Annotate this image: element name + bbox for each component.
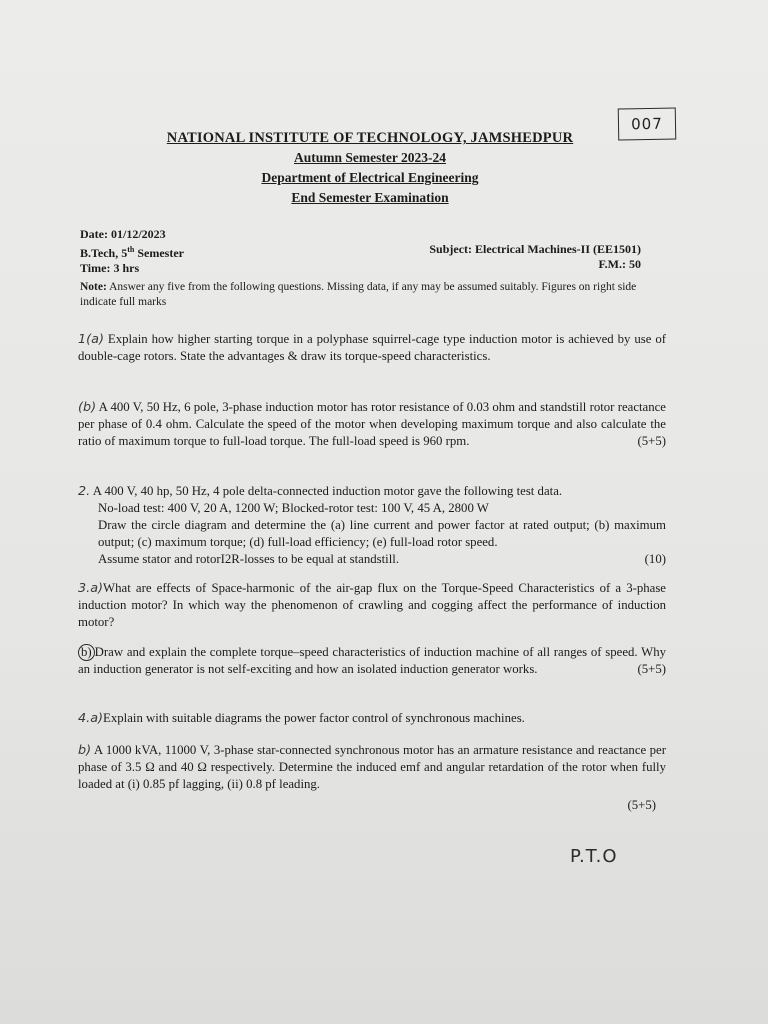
question-3b (78, 644, 666, 678)
test-data-line: No-load test: 400 V, 20 A, 1200 W; Blocked-rotor test: 100 V, 45 A, 2800 W (98, 501, 489, 515)
exam-time: Time: 3 hrs (80, 261, 140, 275)
question-4a (78, 710, 666, 727)
exam-note (80, 280, 640, 310)
program-semester: B.Tech, 5th Semester (80, 245, 184, 260)
question-text: A 400 V, 50 Hz, 6 pole, 3-phase induction motor has rotor resistance of 0.03 ohm and standstill rotor reactance per phase of 0.4 ohm. Calculate the speed of the motor when developing maximum torque and also calculate the ratio of maximum torque to full-load torque. The full-load speed is 960 rpm. (78, 400, 666, 448)
question-number: 2. (78, 484, 91, 499)
question-3a (78, 580, 666, 631)
assumption-line: Assume stator and rotorI2R-losses to be equal at standstill. (98, 552, 400, 566)
note-text: Answer any five from the following questions. Missing data, if any may be assumed suitably. Figures on right side indicate full marks (80, 281, 637, 308)
question-number: b) (78, 743, 92, 758)
question-marks: (5+5) (637, 434, 666, 448)
question-text: Explain how higher starting torque in a polyphase squirrel-cage type induction motor is achieved by use of double-cage rotors. State the advantages & draw its torque-speed characteristics. (78, 332, 666, 363)
question-number: 3.a) (78, 581, 104, 596)
exam-meta-right (397, 242, 641, 272)
question-number: 4.a) (78, 711, 104, 726)
question-number: 1(a) (78, 332, 104, 347)
question-marks: (10) (644, 552, 666, 566)
subject-name: Subject: Electrical Machines-II (EE1501) (429, 242, 641, 256)
exam-title: End Semester Examination (291, 190, 449, 205)
exam-meta-left (80, 227, 184, 276)
question-text-continued: Draw the circle diagram and determine the (a) line current and power factor at rated output; (b) maximum output; (c) maximum torque; (d) full-load efficiency; (e) full-load rotor speed. (98, 518, 666, 549)
question-number: (b) (78, 400, 97, 415)
full-marks: F.M.: 50 (598, 257, 641, 271)
question-text: Explain with suitable diagrams the power factor control of synchronous machines. (103, 711, 525, 725)
question-number-circled: b) (78, 644, 95, 661)
note-label: Note: (80, 281, 107, 293)
question-2 (78, 483, 666, 568)
exam-header (0, 128, 740, 208)
department-title: Department of Electrical Engineering (261, 170, 479, 185)
question-text: A 400 V, 40 hp, 50 Hz, 4 pole delta-connected induction motor gave the following test data. (90, 484, 563, 498)
question-1b (78, 399, 666, 450)
question-marks: (5+5) (627, 798, 656, 812)
question-1a (78, 331, 666, 365)
please-turn-over-note: P.T.O (570, 846, 618, 867)
question-4b (78, 742, 666, 814)
exam-date: Date: 01/12/2023 (80, 227, 166, 241)
question-text: A 1000 kVA, 11000 V, 3-phase star-connected synchronous motor has an armature resistance and reactance per phase of 3.5 Ω and 40 Ω respectively. Determine the induced emf and angular retardation of the rotor when fully loaded at (i) 0.85 pf lagging, (ii) 0.8 pf leading. (78, 743, 666, 791)
question-text: Draw and explain the complete torque–speed characteristics of induction machine of all ranges of speed. Why an induction generator is not self-exciting and how an isolated induction generator works. (78, 645, 666, 676)
question-marks: (5+5) (637, 662, 666, 676)
paper-code-box: 007 (618, 107, 677, 140)
semester-title: Autumn Semester 2023-24 (294, 150, 446, 165)
institute-name: NATIONAL INSTITUTE OF TECHNOLOGY, JAMSHEDPUR (166, 130, 574, 146)
question-text: What are effects of Space-harmonic of the air-gap flux on the Torque-Speed Characteristics of a 3-phase induction motor? In which way the phenomenon of crawling and cogging affect the performance of induction motor? (78, 581, 666, 629)
